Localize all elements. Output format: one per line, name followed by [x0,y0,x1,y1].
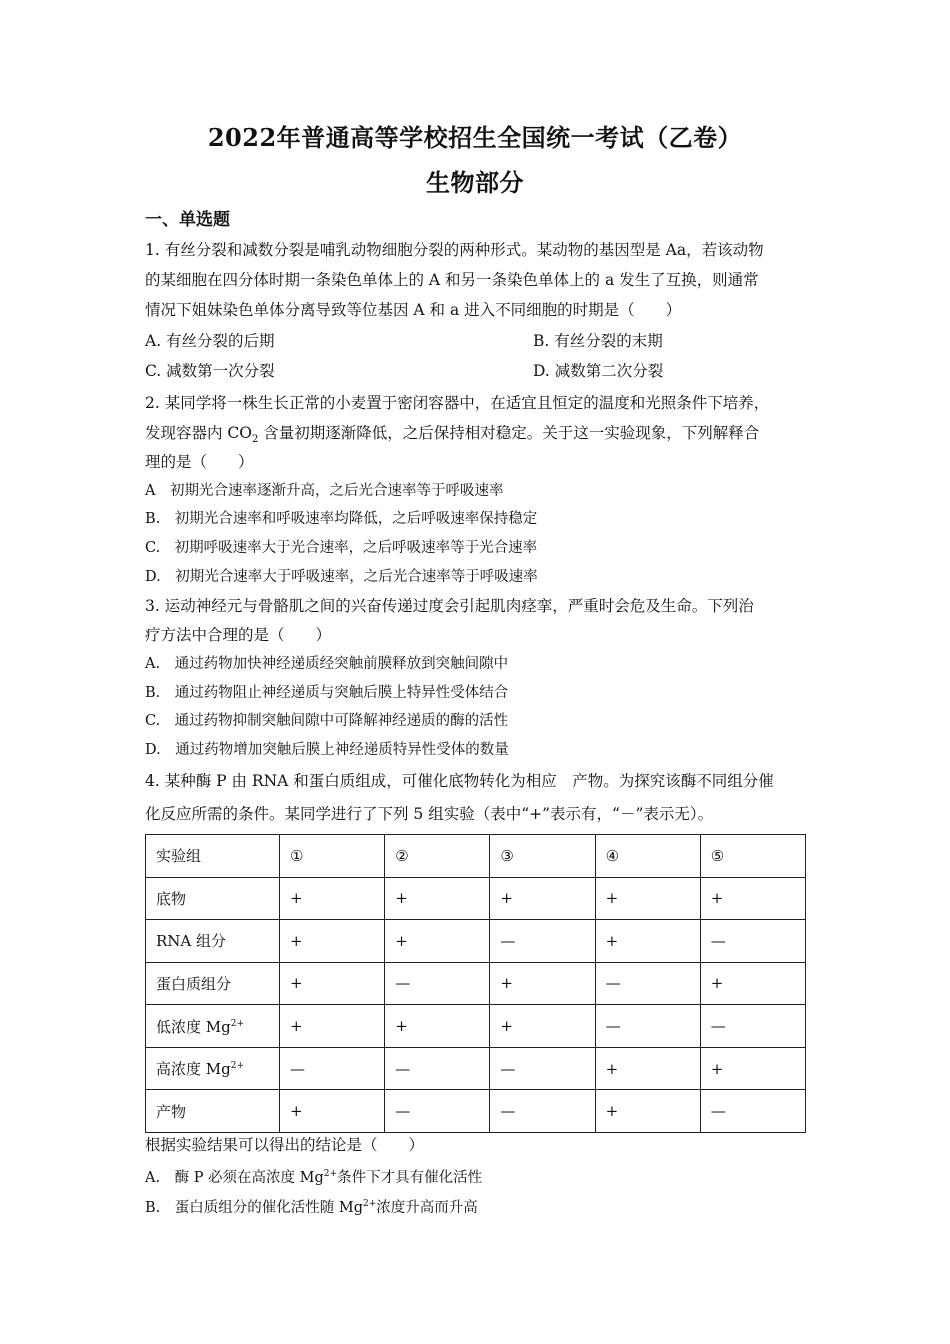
table-cell: — [385,1047,490,1090]
q2-option-b: B. 初期光合速率和呼吸速率均降低，之后呼吸速率保持稳定 [145,511,538,527]
q3-line-1: 3. 运动神经元与骨骼肌之间的兴奋传递过度会引起肌肉痉挛，严重时会危及生命。下列治 [145,597,754,615]
table-cell: — [700,920,805,963]
exam-subtitle: 生物部分 [426,168,524,197]
table-cell: + [490,962,595,1005]
table-cell: — [595,1005,700,1048]
q2-line-2-post: 含量初期逐渐降低，之后保持相对稳定。关于这一实验现象，下列解释合 [258,424,760,442]
table-cell: + [490,1005,595,1048]
table-row [146,920,806,963]
table-cell: + [280,920,385,963]
q4-option-a-pre: A. 酶 P 必须在高浓度 Mg [145,1169,324,1186]
table-header-row [146,835,806,878]
table-cell: — [700,1005,805,1048]
table-cell: — [595,962,700,1005]
q4-line-2: 化反应所需的条件。某同学进行了下列 5 组实验（表中“+”表示有，“－”表示无）。 [145,805,714,823]
row-label [146,1090,280,1133]
table-header-cell: ② [385,835,490,878]
table-row [146,1005,806,1048]
table-cell: + [595,877,700,920]
q3-option-b: B. 通过药物阻止神经递质与突触后膜上特异性受体结合 [145,685,509,701]
table-cell: — [385,962,490,1005]
q1-line-3: 情况下姐妹染色单体分离导致等位基因 A 和 a 进入不同细胞的时期是（ ） [145,301,682,319]
q4-option-b-post: 浓度升高而升高 [376,1199,478,1216]
table-header-cell: ⑤ [700,835,805,878]
table-cell: + [595,920,700,963]
q2-line-3: 理的是（ ） [145,453,254,471]
row-label [146,877,280,920]
q4-option-a-superscript: 2+ [323,1169,338,1179]
q2-co2-subscript: 2 [252,434,259,446]
q1-option-d: D. 减数第二次分裂 [533,362,664,380]
row-label-text: 底物 [156,889,187,908]
row-label-superscript: 2+ [230,1018,245,1029]
q3-option-d: D. 通过药物增加突触后膜上神经递质特异性受体的数量 [145,742,509,758]
table-cell: — [280,1047,385,1090]
table-cell: + [595,1047,700,1090]
exam-title: 2022年普通高等学校招生全国统一考试（乙卷） [207,123,743,152]
table-cell: + [280,877,385,920]
q1-option-c: C. 减数第一次分裂 [145,362,275,380]
q1-option-a: A. 有丝分裂的后期 [145,332,275,350]
q1-line-1: 1. 有丝分裂和减数分裂是哺乳动物细胞分裂的两种形式。某动物的基因型是 Aa，若该动物 [145,241,764,259]
table-cell: + [280,1005,385,1048]
q4-line-1: 4. 某种酶 P 由 RNA 和蛋白质组成，可催化底物转化为相应 产物。为探究该酶不同组分催 [145,772,774,790]
row-label-text: 蛋白质组分 [156,974,232,993]
table-cell: — [490,1047,595,1090]
table-row [146,1047,806,1090]
q2-option-c: C. 初期呼吸速率大于光合速率，之后呼吸速率等于光合速率 [145,540,538,556]
q4-option-a [145,1164,482,1188]
table-cell: + [490,877,595,920]
table-cell: — [490,920,595,963]
table-header-cell: ① [280,835,385,878]
table-cell: — [385,1090,490,1133]
table-cell: + [280,962,385,1005]
table-header-cell: ④ [595,835,700,878]
row-label-text: 产物 [156,1102,187,1121]
row-label-text: 低浓度 Mg [156,1017,231,1036]
table-cell: — [700,1090,805,1133]
table-cell: + [385,877,490,920]
section-title: 一、单选题 [145,210,230,230]
table-header-cell: 实验组 [146,835,280,878]
q1-option-b: B. 有丝分裂的末期 [533,332,663,350]
q2-line-2 [145,423,759,450]
q3-option-a: A. 通过药物加快神经递质经突触前膜释放到突触间隙中 [145,656,509,672]
table-cell: + [700,1047,805,1090]
row-label-text: RNA 组分 [156,932,227,951]
table-cell: + [700,877,805,920]
table-row [146,877,806,920]
row-label [146,962,280,1005]
q3-option-c: C. 通过药物抑制突触间隙中可降解神经递质的酶的活性 [145,713,509,729]
q4-conclusion: 根据实验结果可以得出的结论是（ ） [145,1136,425,1154]
table-header-cell: ③ [490,835,595,878]
q1-line-2: 的某细胞在四分体时期一条染色单体上的 A 和另一条染色单体上的 a 发生了互换，则通常 [145,271,759,289]
table-cell: + [700,962,805,1005]
table-cell: + [280,1090,385,1133]
q4-option-b [145,1194,478,1218]
table-cell: — [490,1090,595,1133]
row-label [146,1047,280,1090]
table-cell: + [385,920,490,963]
q4-option-b-superscript: 2+ [363,1199,377,1209]
table-cell: + [385,1005,490,1048]
q4-option-a-post: 条件下才具有催化活性 [337,1169,483,1186]
q3-line-2: 疗方法中合理的是（ ） [145,626,332,644]
table-row [146,1090,806,1133]
q4-option-b-pre: B. 蛋白质组分的催化活性随 Mg [145,1199,364,1216]
q2-line-2-pre: 发现容器内 CO [145,424,252,442]
row-label [146,1005,280,1048]
q2-line-1: 2. 某同学将一株生长正常的小麦置于密闭容器中，在适宜且恒定的温度和光照条件下培养， [145,394,770,412]
q2-option-a: A 初期光合速率逐渐升高，之后光合速率等于呼吸速率 [145,483,504,499]
table-cell: + [595,1090,700,1133]
q2-option-d: D. 初期光合速率大于呼吸速率，之后光合速率等于呼吸速率 [145,569,538,585]
row-label-superscript: 2+ [230,1061,245,1072]
row-label [146,920,280,963]
row-label-text: 高浓度 Mg [156,1060,231,1079]
table-row [146,962,806,1005]
experiment-table [145,834,806,1133]
